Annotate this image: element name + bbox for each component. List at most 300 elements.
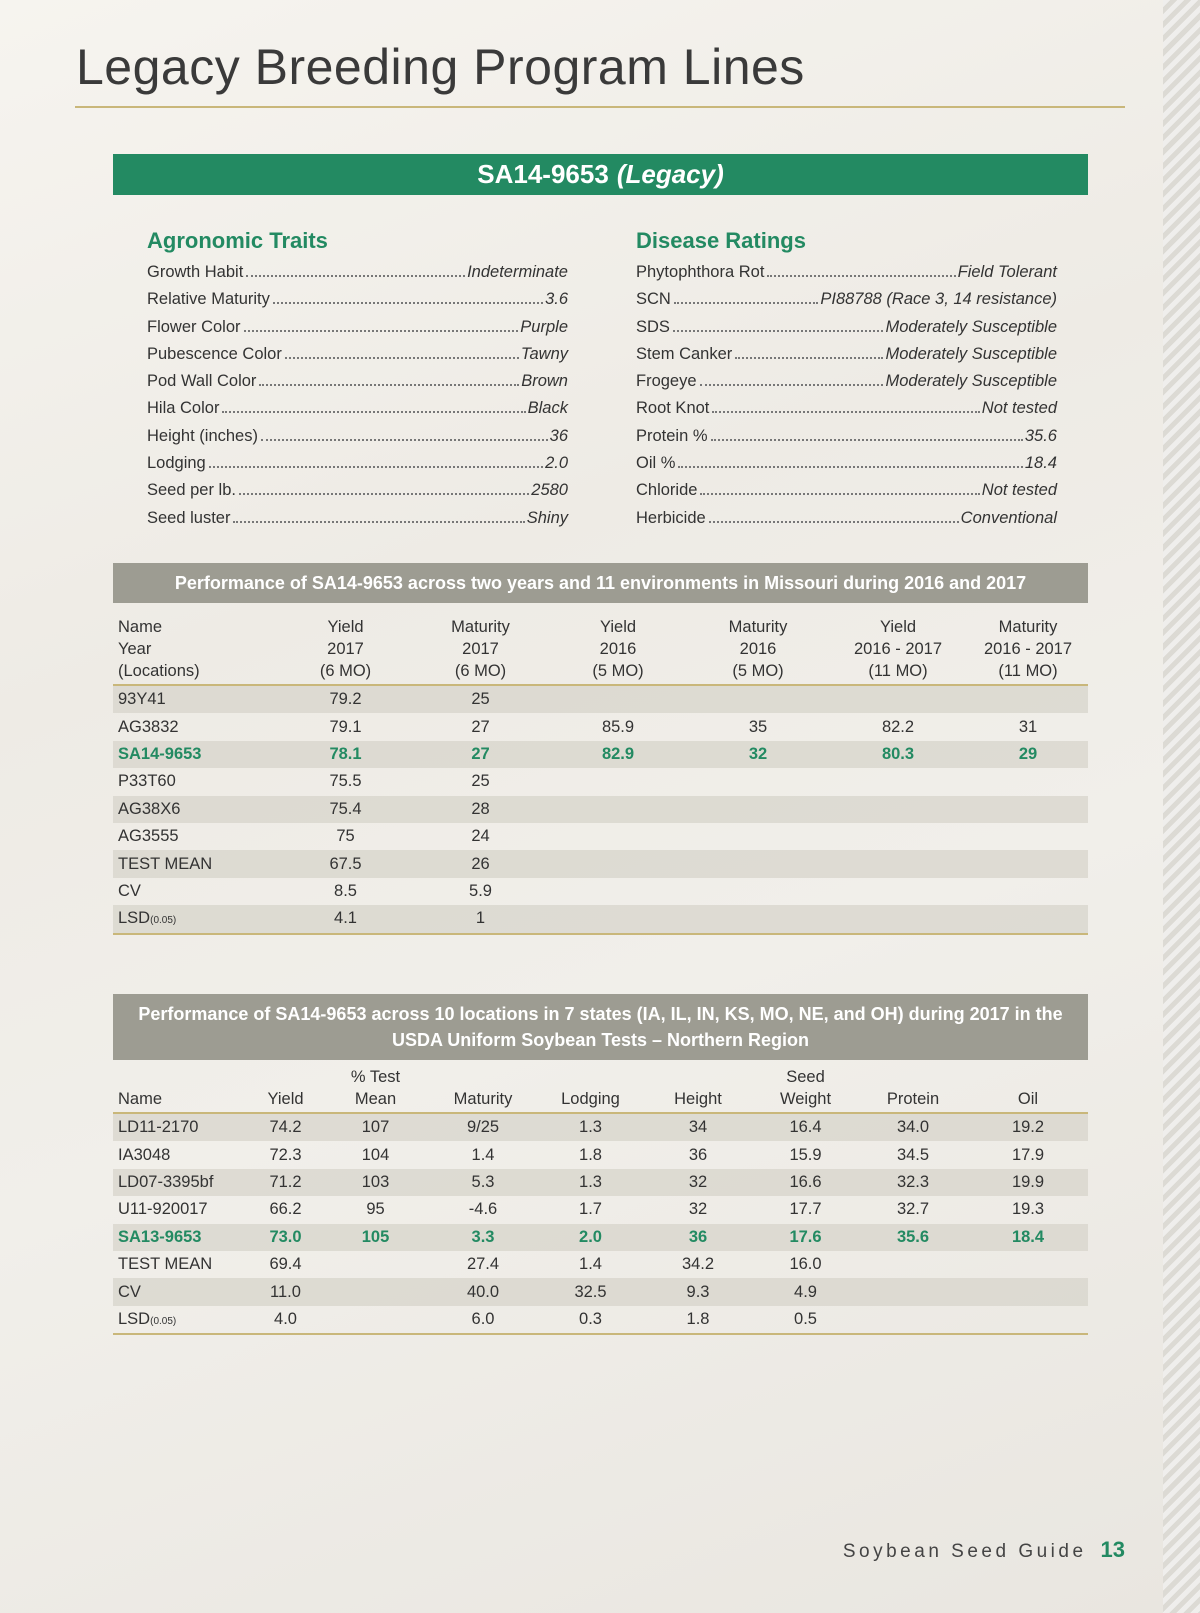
decorative-side-strip: [1163, 0, 1200, 1613]
disease-rating-value: Not tested: [981, 399, 1057, 418]
row-name: U11-920017: [118, 1200, 208, 1219]
table-cell: 9.3: [686, 1282, 710, 1301]
table-row: [113, 713, 1088, 740]
disease-rating-row: [636, 290, 1057, 317]
table-cell: [828, 905, 968, 933]
table-cell: 34: [688, 1118, 708, 1137]
table-cell: [548, 850, 688, 877]
table-cell: 16.4: [789, 1118, 822, 1137]
column-header-line: 2016 - 2017: [853, 640, 943, 658]
dot-leader: [239, 493, 529, 495]
column-header-line: Maturity: [451, 618, 510, 636]
table-cell: 73.0: [269, 1227, 302, 1246]
row-name: IA3048: [118, 1145, 171, 1164]
column-header: [538, 1066, 643, 1113]
table-cell: 95: [366, 1200, 385, 1219]
guide-name: Soybean Seed Guide: [842, 1541, 1087, 1562]
disease-rating-value: Field Tolerant: [957, 263, 1057, 281]
column-header-line: 2016: [739, 640, 777, 658]
table-cell: 79.1: [329, 717, 362, 736]
row-name: CV: [118, 1282, 141, 1301]
agronomic-trait-value: Purple: [520, 317, 568, 336]
disease-rating-label: SDS: [636, 317, 670, 336]
disease-rating-row: [636, 454, 1057, 481]
table-cell: 1.3: [579, 1118, 602, 1137]
table-cell: [828, 878, 968, 905]
table-cell: 27: [471, 744, 490, 763]
table-cell: [828, 685, 968, 713]
row-name: LD11-2170: [118, 1118, 199, 1137]
row-name: CV: [118, 881, 141, 900]
disease-rating-row: [636, 263, 1057, 290]
table-cell: 3.3: [471, 1227, 495, 1246]
column-header-line: Yield: [327, 618, 364, 636]
row-name: SA14-9653: [118, 744, 202, 763]
column-header: [968, 616, 1088, 685]
table-cell: 80.3: [881, 744, 915, 763]
dot-leader: [700, 493, 979, 495]
disease-rating-row: [636, 372, 1057, 399]
table-cell: 69.4: [269, 1255, 302, 1274]
table-cell: 26: [471, 854, 490, 873]
table-cell: [828, 823, 968, 850]
agronomic-trait-row: [147, 481, 568, 508]
agronomic-trait-row: [147, 290, 568, 317]
table-cell: [858, 1278, 968, 1305]
table-cell: 32.3: [896, 1172, 930, 1191]
variety-banner: [113, 154, 1088, 195]
agronomic-trait-label: Flower Color: [147, 317, 241, 336]
disease-rating-row: [636, 318, 1057, 345]
column-header: [968, 1066, 1088, 1113]
column-header-line: Protein: [886, 1090, 940, 1108]
table-row: [113, 1278, 1088, 1305]
column-header-line: (6 MO): [454, 662, 507, 680]
dot-leader: [273, 302, 543, 304]
table-cell: 17.9: [1011, 1145, 1045, 1164]
table-row: [113, 905, 1088, 933]
table-cell: 1.4: [471, 1145, 495, 1164]
table-row: [113, 1224, 1088, 1251]
agronomic-trait-row: [147, 372, 568, 399]
table-cell: 74.2: [269, 1118, 302, 1137]
column-header: [828, 616, 968, 685]
table-cell: 0.5: [794, 1309, 817, 1328]
table-cell: 29: [1018, 744, 1038, 763]
table-cell: 32: [748, 744, 768, 763]
disease-ratings: [636, 228, 1057, 536]
row-name: 93Y41: [118, 690, 166, 709]
row-name: LD07-3395bf: [118, 1172, 214, 1191]
table-cell: 75.5: [329, 772, 362, 791]
table-row: [113, 1169, 1088, 1196]
row-name: TEST MEAN: [118, 854, 213, 873]
agronomic-trait-value: Tawny: [520, 344, 568, 363]
disease-rating-label: Oil %: [636, 454, 676, 473]
table-cell: 35: [748, 717, 768, 736]
table-cell: 28: [471, 799, 490, 818]
table-cell: 4.0: [274, 1309, 297, 1328]
dot-leader: [246, 275, 465, 277]
title-rule: [75, 106, 1125, 108]
table-cell: 32: [688, 1200, 708, 1219]
column-header: [323, 1066, 428, 1113]
disease-rating-row: [636, 481, 1057, 508]
page-number: 13: [1100, 1537, 1125, 1562]
column-header: [858, 1066, 968, 1113]
table-cell: [688, 905, 828, 933]
agronomic-trait-label: Pubescence Color: [147, 344, 282, 363]
table-row: [113, 1251, 1088, 1278]
table-cell: 4.1: [334, 909, 357, 928]
disease-rating-value: Conventional: [960, 508, 1057, 527]
column-header: [113, 616, 278, 685]
disease-rating-label: Frogeye: [636, 372, 697, 391]
table-cell: 16.0: [789, 1255, 822, 1274]
table-cell: [688, 823, 828, 850]
column-header-line: (6 MO): [319, 662, 372, 680]
column-header: [113, 1066, 248, 1113]
table-cell: [323, 1278, 428, 1305]
table-cell: 15.9: [789, 1145, 822, 1164]
dot-leader: [700, 384, 884, 386]
table-cell: 19.3: [1011, 1200, 1045, 1219]
disease-rating-value: Moderately Susceptible: [885, 344, 1057, 363]
table-cell: [828, 768, 968, 795]
table-cell: [323, 1251, 428, 1278]
column-header-line: Yield: [879, 618, 917, 636]
table-cell: 9/25: [466, 1118, 500, 1137]
dot-leader: [678, 466, 1022, 468]
table-cell: 36: [688, 1227, 708, 1246]
table-row: [113, 685, 1088, 713]
dot-leader: [767, 275, 955, 277]
agronomic-trait-value: Black: [527, 399, 568, 418]
disease-rating-label: Chloride: [636, 481, 698, 500]
agronomic-traits: [147, 228, 568, 536]
agronomic-trait-value: 3.6: [545, 290, 568, 309]
column-header: [248, 1066, 323, 1113]
agronomic-trait-row: [147, 318, 568, 345]
column-header-line: 2017: [327, 640, 364, 658]
variety-name: SA14-9653: [477, 159, 609, 189]
table-row: [113, 850, 1088, 877]
table-cell: 17.6: [789, 1227, 822, 1246]
dot-leader: [222, 411, 525, 413]
table-cell: [968, 1278, 1088, 1305]
disease-rating-row: [636, 509, 1057, 536]
disease-rating-label: Root Knot: [636, 399, 710, 418]
row-name: AG3555: [118, 827, 179, 846]
table-cell: 40.0: [466, 1282, 500, 1301]
column-header-line: Yield: [267, 1090, 304, 1108]
agronomic-trait-label: Seed per lb.: [147, 481, 236, 500]
row-name: [113, 905, 278, 933]
table-cell: [548, 796, 688, 823]
table-row: [113, 1306, 1088, 1334]
table-cell: 107: [361, 1118, 390, 1137]
dot-leader: [261, 439, 548, 441]
table-cell: 18.4: [1011, 1227, 1045, 1246]
table-cell: 32.7: [896, 1200, 930, 1219]
lsd-subscript: (0.05): [150, 915, 177, 927]
agronomic-trait-row: [147, 263, 568, 290]
agronomic-trait-row: [147, 509, 568, 536]
agronomic-trait-value: Brown: [521, 372, 568, 391]
agronomic-trait-value: Shiny: [526, 508, 568, 527]
table-cell: 1: [475, 909, 486, 928]
table-cell: [828, 850, 968, 877]
column-header-line: (5 MO): [592, 662, 644, 680]
column-header: [413, 616, 548, 685]
agronomic-trait-value: Indeterminate: [467, 263, 568, 281]
table-cell: 32: [688, 1172, 708, 1191]
disease-rating-value: Not tested: [981, 481, 1057, 500]
column-header-line: (11 MO): [998, 662, 1058, 680]
column-header-line: Weight: [779, 1090, 832, 1108]
table-cell: [968, 850, 1088, 877]
agronomic-heading: Agronomic Traits: [147, 228, 328, 253]
row-name: AG38X6: [118, 799, 181, 818]
table-cell: [968, 905, 1088, 933]
table-cell: 66.2: [269, 1200, 302, 1219]
column-header: [753, 1066, 858, 1113]
dot-leader: [674, 302, 819, 304]
column-header: [428, 1066, 538, 1113]
table-cell: 19.9: [1011, 1172, 1045, 1191]
disease-rating-value: Moderately Susceptible: [885, 317, 1057, 336]
agronomic-trait-label: Lodging: [147, 454, 206, 473]
table-cell: [688, 878, 828, 905]
column-header-line: Maturity: [998, 618, 1058, 636]
table-cell: 1.8: [686, 1309, 710, 1328]
dot-leader: [735, 357, 883, 359]
column-header-line: Seed: [786, 1068, 825, 1086]
table-cell: 85.9: [601, 717, 635, 736]
table-cell: 75.4: [329, 799, 362, 818]
table-cell: [548, 878, 688, 905]
table-cell: 27.4: [466, 1255, 500, 1274]
lsd-label: LSD: [118, 909, 151, 928]
table-cell: [548, 768, 688, 795]
disease-rating-value: 18.4: [1024, 454, 1057, 473]
agronomic-trait-row: [147, 427, 568, 454]
agronomic-trait-label: Pod Wall Color: [147, 372, 257, 391]
column-header-line: 2017: [462, 640, 499, 658]
table-cell: 34.0: [896, 1118, 930, 1137]
column-header-line: Maturity: [728, 618, 788, 636]
table-cell: 4.9: [794, 1282, 817, 1301]
table-row: [113, 823, 1088, 850]
lsd-label: LSD: [118, 1309, 151, 1328]
table-cell: [688, 796, 828, 823]
table-cell: [858, 1251, 968, 1278]
column-header-line: Year: [118, 640, 152, 658]
disease-rating-label: Herbicide: [636, 508, 706, 527]
table-cell: 72.3: [269, 1145, 302, 1164]
disease-rating-label: Protein %: [636, 426, 708, 445]
table-cell: 78.1: [329, 744, 362, 763]
agronomic-trait-value: 2580: [531, 481, 568, 500]
table-cell: [323, 1306, 428, 1334]
table-cell: 103: [361, 1172, 390, 1191]
column-header-line: Maturity: [453, 1090, 513, 1108]
table-cell: 104: [361, 1145, 390, 1164]
column-header-line: Name: [118, 618, 163, 636]
table-cell: 31: [1018, 717, 1038, 736]
column-header-line: (5 MO): [732, 662, 784, 680]
table-cell: 19.2: [1011, 1118, 1045, 1137]
column-header-line: (Locations): [118, 662, 200, 680]
table-row: [113, 741, 1088, 768]
disease-rating-label: SCN: [636, 290, 671, 309]
disease-rating-value: PI88788 (Race 3, 14 resistance): [820, 290, 1057, 309]
table-row: [113, 1113, 1088, 1141]
table-cell: 32.5: [574, 1282, 607, 1301]
row-name: TEST MEAN: [118, 1255, 213, 1274]
table-cell: 16.6: [789, 1172, 822, 1191]
dot-leader: [285, 357, 519, 359]
table-cell: 2.0: [579, 1227, 602, 1246]
table-cell: 71.2: [269, 1172, 302, 1191]
agronomic-trait-label: Hila Color: [147, 399, 220, 418]
table-cell: 36: [688, 1145, 708, 1164]
table-row: [113, 1141, 1088, 1168]
column-header: [643, 1066, 753, 1113]
row-name: P33T60: [118, 772, 176, 791]
dot-leader: [709, 521, 959, 523]
missouri-performance-table: [113, 616, 1088, 935]
disease-rating-value: Moderately Susceptible: [885, 372, 1057, 391]
disease-heading: Disease Ratings: [636, 228, 806, 253]
table-cell: [968, 685, 1088, 713]
table-row: [113, 768, 1088, 795]
table-cell: [688, 768, 828, 795]
table-cell: 82.2: [881, 717, 915, 736]
table2-title-text: Performance of SA14-9653 across 10 locations in 7 states (IA, IL, IN, KS, MO, NE, and OH) during 2017 in the USDA Uniform Soybean Tests – Northern Region: [138, 1004, 1063, 1050]
table-cell: [968, 878, 1088, 905]
table-cell: [968, 1251, 1088, 1278]
column-header-line: 2016 - 2017: [983, 640, 1073, 658]
table-cell: [688, 850, 828, 877]
table-cell: [828, 796, 968, 823]
disease-rating-label: Stem Canker: [636, 344, 733, 363]
column-header-line: Mean: [354, 1090, 397, 1108]
dot-leader: [259, 384, 519, 386]
dot-leader: [673, 330, 884, 332]
table-cell: [688, 685, 828, 713]
table-cell: 35.6: [896, 1227, 930, 1246]
table-cell: [968, 796, 1088, 823]
table-cell: 1.7: [579, 1200, 602, 1219]
disease-rating-value: 35.6: [1024, 426, 1057, 445]
row-name: SA13-9653: [118, 1227, 202, 1246]
column-header-line: Name: [118, 1090, 163, 1108]
agronomic-trait-label: Relative Maturity: [147, 290, 270, 309]
table-row: [113, 1196, 1088, 1223]
column-header-line: 2016: [599, 640, 637, 658]
agronomic-trait-value: 36: [549, 426, 568, 445]
table-cell: [548, 823, 688, 850]
table-cell: [548, 685, 688, 713]
disease-rating-row: [636, 427, 1057, 454]
agronomic-trait-row: [147, 399, 568, 426]
table-cell: 34.2: [681, 1255, 715, 1274]
column-header-line: Lodging: [561, 1090, 620, 1108]
dot-leader: [209, 466, 543, 468]
table-cell: -4.6: [468, 1200, 498, 1219]
table-cell: 25: [471, 690, 490, 709]
dot-leader: [712, 411, 979, 413]
table-cell: 27: [471, 717, 490, 736]
agronomic-trait-row: [147, 454, 568, 481]
column-header: [278, 616, 413, 685]
agronomic-trait-label: Height (inches): [147, 426, 258, 445]
table-cell: 82.9: [601, 744, 635, 763]
table2-title: [113, 994, 1088, 1060]
column-header: [548, 616, 688, 685]
table-cell: 34.5: [896, 1145, 930, 1164]
table-cell: [968, 768, 1088, 795]
agronomic-trait-value: 2.0: [545, 454, 568, 473]
row-name: AG3832: [118, 717, 179, 736]
lsd-subscript: (0.05): [150, 1315, 177, 1327]
table-cell: 67.5: [329, 854, 362, 873]
table-cell: 24: [471, 827, 490, 846]
table-cell: 8.5: [334, 881, 357, 900]
table-cell: [968, 1306, 1088, 1334]
disease-rating-row: [636, 399, 1057, 426]
disease-rating-label: Phytophthora Rot: [636, 263, 765, 281]
variety-tag: (Legacy): [616, 159, 724, 189]
table-cell: 17.7: [789, 1200, 822, 1219]
table-row: [113, 796, 1088, 823]
column-header-line: Height: [674, 1090, 722, 1108]
table-cell: 5.3: [471, 1172, 495, 1191]
table-cell: 1.3: [579, 1172, 602, 1191]
dot-leader: [711, 439, 1023, 441]
column-header-line: % Test: [350, 1068, 401, 1086]
table-cell: 1.4: [579, 1255, 602, 1274]
table-cell: 105: [361, 1227, 390, 1246]
column-header-line: Yield: [599, 618, 637, 636]
disease-rating-row: [636, 345, 1057, 372]
column-header-line: (11 MO): [868, 662, 928, 680]
table1-title: Performance of SA14-9653 across two years and 11 environments in Missouri during 2016 and 2017: [113, 563, 1088, 603]
agronomic-trait-label: Growth Habit: [147, 263, 244, 281]
row-name: [113, 1306, 248, 1334]
table-cell: [548, 905, 688, 933]
column-header-line: Oil: [1017, 1090, 1039, 1108]
table-cell: [858, 1306, 968, 1334]
table-cell: 25: [471, 772, 490, 791]
column-header: [688, 616, 828, 685]
table-cell: 79.2: [329, 690, 362, 709]
usda-performance-table: [113, 1066, 1088, 1335]
table-row: [113, 878, 1088, 905]
table-cell: 6.0: [471, 1309, 495, 1328]
table-cell: 1.8: [579, 1145, 602, 1164]
table-cell: 0.3: [579, 1309, 602, 1328]
table-cell: 11.0: [270, 1282, 301, 1301]
table-cell: 75: [336, 827, 355, 846]
table-cell: [968, 823, 1088, 850]
page-title: Legacy Breeding Program Lines: [76, 39, 805, 95]
dot-leader: [244, 330, 519, 332]
agronomic-trait-label: Seed luster: [147, 508, 231, 527]
table-cell: 5.9: [469, 881, 492, 900]
agronomic-trait-row: [147, 345, 568, 372]
